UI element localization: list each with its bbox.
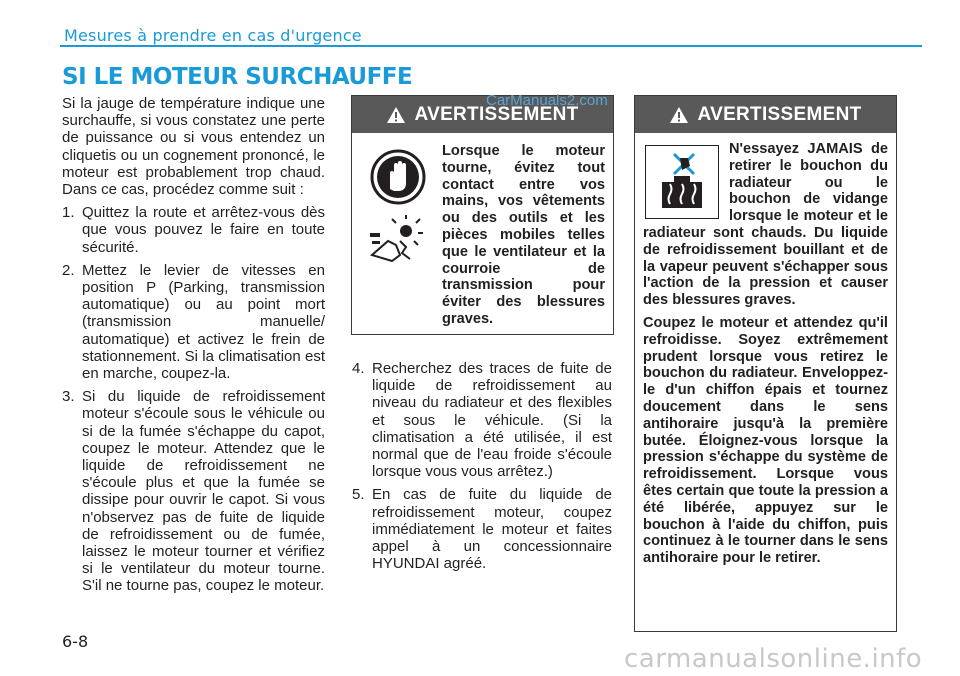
page-title: SI LE MOTEUR SURCHAUFFE xyxy=(62,64,413,90)
warning-text: Coupez le moteur et attendez qu'il refroidisse. Soyez extrêmement prudent lorsque vous retirez le bouchon du radiateur. Enveloppez-le d'un chiffon épais et tournez doucement dans le sens antihoraire jusqu'à la première butée. Éloignez-vous lorsque la pression s'échappe du système de refroidissement. Lorsque vous êtes certain que toute la pression a été libérée, appuyez sur le bouchon à l'aide du chiffon, puis continuez à le tourner dans le sens antihoraire pour le retirer. xyxy=(643,314,888,567)
intro-paragraph: Si la jauge de température indique une surchauffe, si vous constatez une perte de puissance ou si vous entendez un cliquetis ou un cognement prononcé, le moteur est probablement trop chaud. Dans ce cas, procédez comme suit : xyxy=(62,95,325,199)
main-column xyxy=(62,95,325,601)
page-number: 6-8 xyxy=(62,632,89,651)
step-text: Quittez la route et arrêtez-vous dès que vous pouvez le faire en toute sécurité. xyxy=(82,204,325,256)
hot-radiator-icon xyxy=(646,146,718,218)
section-header: Mesures à prendre en cas d'urgence xyxy=(64,26,362,45)
warning-box-radiator xyxy=(634,95,897,632)
header-underline xyxy=(60,45,338,47)
fan-hazard-icon xyxy=(366,211,426,267)
warning-header xyxy=(635,96,896,133)
step-item xyxy=(352,486,612,572)
step-text: Mettez le levier de vitesses en position P (Parking, transmission automatique) ou au point mort (transmission manuelle/ automatique) et activez le frein de stationnement. Si la climatisation est en marche, coupez-la. xyxy=(82,261,325,383)
watermark: CarManuals2.com xyxy=(486,92,608,109)
step-number: 2. xyxy=(62,261,75,279)
warning-heading: AVERTISSEMENT xyxy=(697,103,862,125)
header-rule xyxy=(338,45,922,47)
step-number: 3. xyxy=(62,388,75,406)
second-column xyxy=(352,360,612,578)
step-item xyxy=(62,388,325,594)
step-item xyxy=(352,360,612,480)
warning-text: N'essayez JAMAIS de retirer le bouchon du radiateur ou le bouchon de vidange lorsque le moteur et le radiateur sont chauds. Du liquide de refroidissement bouillant et de la vapeur peuvent s'échapper sous l'action de la pression et causer des blessures graves. xyxy=(643,141,888,309)
stop-hand-icon xyxy=(370,149,426,205)
warning-triangle-icon xyxy=(386,106,406,124)
step-item xyxy=(62,262,325,382)
step-number: 1. xyxy=(62,204,75,222)
step-item xyxy=(62,204,325,256)
step-text: En cas de fuite du liquide de refroidissement moteur, coupez immédiatement le moteur et faites appel à un concessionnaire HYUNDAI agréé. xyxy=(372,486,612,573)
warning-box-fan xyxy=(351,95,614,335)
step-text: Si du liquide de refroidissement moteur s'écoule sous le véhicule ou si de la fumée s'échappe du capot, coupez le moteur. Attendez que le liquide de refroidissement ne s'écoule plus et que la fumée se dissipe pour ouvrir le capot. Si vous n'observez pas de fuite de liquide de refroidissement ou de fumée, laissez le moteur tourner et vérifiez si le ventilateur du moteur tourne. S'il ne tourne pas, coupez le moteur. xyxy=(82,388,325,595)
step-number: 5. xyxy=(352,486,365,504)
warning-heading: AVERTISSEMENT xyxy=(414,103,579,125)
watermark: carmanualsonline.info xyxy=(624,644,923,674)
step-number: 4. xyxy=(352,360,365,377)
step-text: Recherchez des traces de fuite de liquide de refroidissement au niveau du radiateur et des flexibles et sous le véhicule. (Si la climatisation a été utilisée, il est normal que de l'eau froide s'écoule lorsque vous vous arrêtez.) xyxy=(372,360,612,481)
warning-text: Lorsque le moteur tourne, évitez tout contact entre vos mains, vos vêtements ou des outils et les pièces mobiles telles que le ventilateur et la courroie de transmission pour éviter des blessures graves. xyxy=(442,143,605,327)
warning-triangle-icon xyxy=(669,106,689,124)
